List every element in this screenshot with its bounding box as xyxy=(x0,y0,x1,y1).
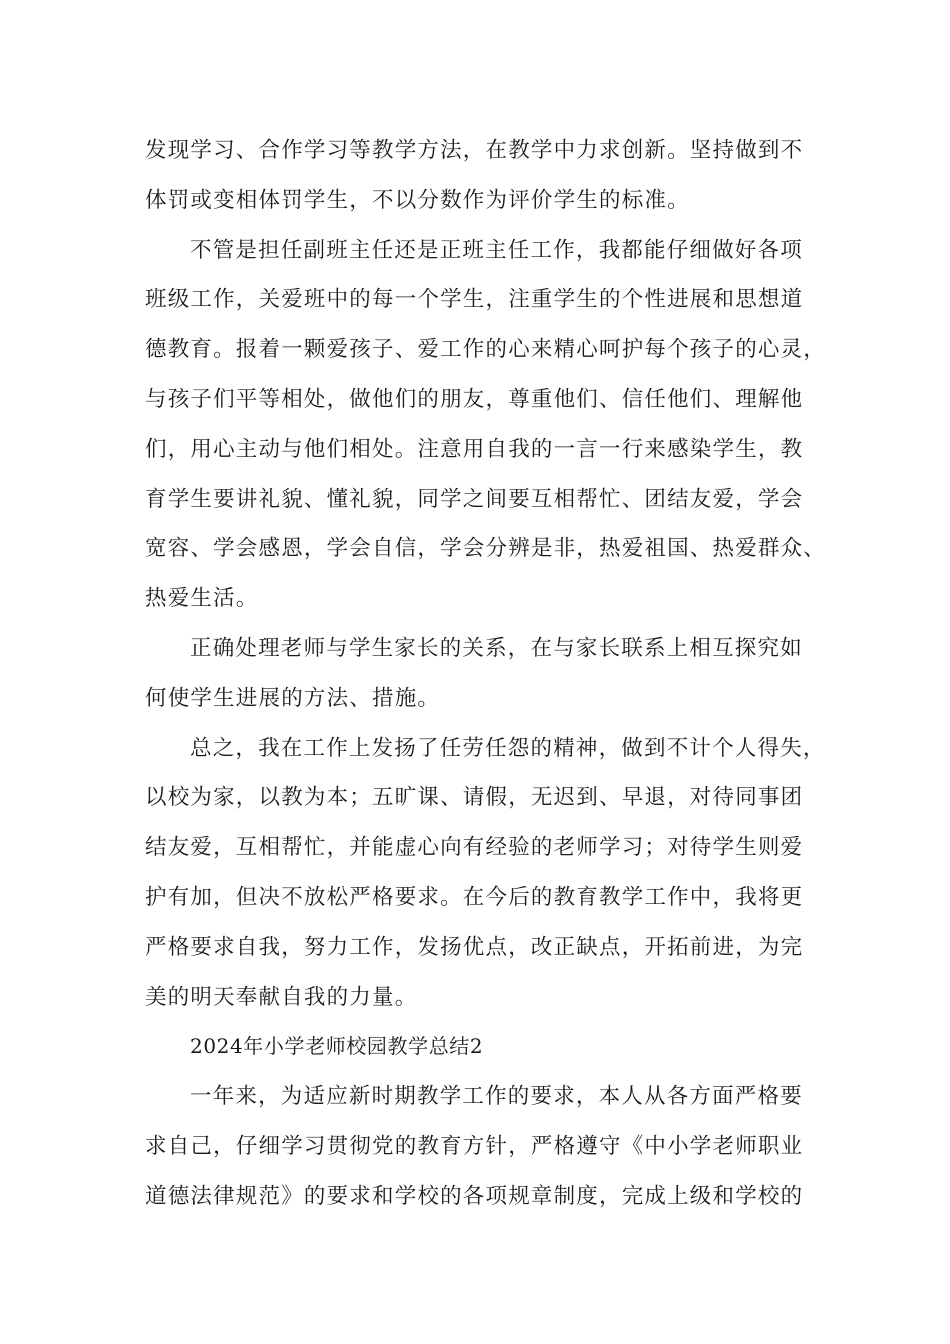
document-page xyxy=(145,126,825,1222)
text-line: 德教育。报着一颗爱孩子、爱工作的心来精心呵护每个孩子的心灵， xyxy=(145,337,827,363)
text-line: 们，用心主动与他们相处。注意用自我的一言一行来感染学生，教 xyxy=(145,436,804,462)
text-line: 与孩子们平等相处，做他们的朋友，尊重他们、信任他们、理解他 xyxy=(145,386,804,412)
text-line: 发现学习、合作学习等教学方法，在教学中力求创新。坚持做到不 xyxy=(145,138,804,163)
section-heading: 2024年小学老师校园教学总结2 xyxy=(190,1034,484,1059)
text-line: 求自己，仔细学习贯彻党的教育方针，严格遵守《中小学老师职业 xyxy=(145,1133,804,1159)
text-line: 不管是担任副班主任还是正班主任工作，我都能仔细做好各项 xyxy=(190,237,803,263)
text-line: 育学生要讲礼貌、懂礼貌，同学之间要互相帮忙、团结友爱，学会 xyxy=(145,486,804,512)
text-line: 班级工作，关爱班中的每一个学生，注重学生的个性进展和思想道 xyxy=(145,287,804,313)
text-line: 道德法律规范》的要求和学校的各项规章制度，完成上级和学校的 xyxy=(145,1183,804,1209)
text-line: 体罚或变相体罚学生，不以分数作为评价学生的标准。 xyxy=(145,187,690,213)
text-line: 护有加，但决不放松严格要求。在今后的教育教学工作中，我将更 xyxy=(145,884,804,910)
text-line: 总之，我在工作上发扬了任劳任怨的精神，做到不计个人得失， xyxy=(190,735,826,761)
text-line: 何使学生进展的方法、措施。 xyxy=(145,685,441,711)
text-line: 正确处理老师与学生家长的关系，在与家长联系上相互探究如 xyxy=(190,635,803,661)
text-line: 结友爱，互相帮忙，并能虚心向有经验的老师学习；对待学生则爱 xyxy=(145,835,804,861)
text-line: 热爱生活。 xyxy=(145,586,259,612)
text-line: 以校为家，以教为本；五旷课、请假，无迟到、早退，对待同事团 xyxy=(145,785,804,811)
text-line: 宽容、学会感恩，学会自信，学会分辨是非，热爱祖国、热爱群众、 xyxy=(145,536,827,562)
text-line: 严格要求自我，努力工作，发扬优点，改正缺点，开拓前进，为完 xyxy=(145,934,804,960)
text-line: 美的明天奉献自我的力量。 xyxy=(145,984,418,1010)
text-line: 一年来，为适应新时期教学工作的要求，本人从各方面严格要 xyxy=(190,1084,803,1110)
